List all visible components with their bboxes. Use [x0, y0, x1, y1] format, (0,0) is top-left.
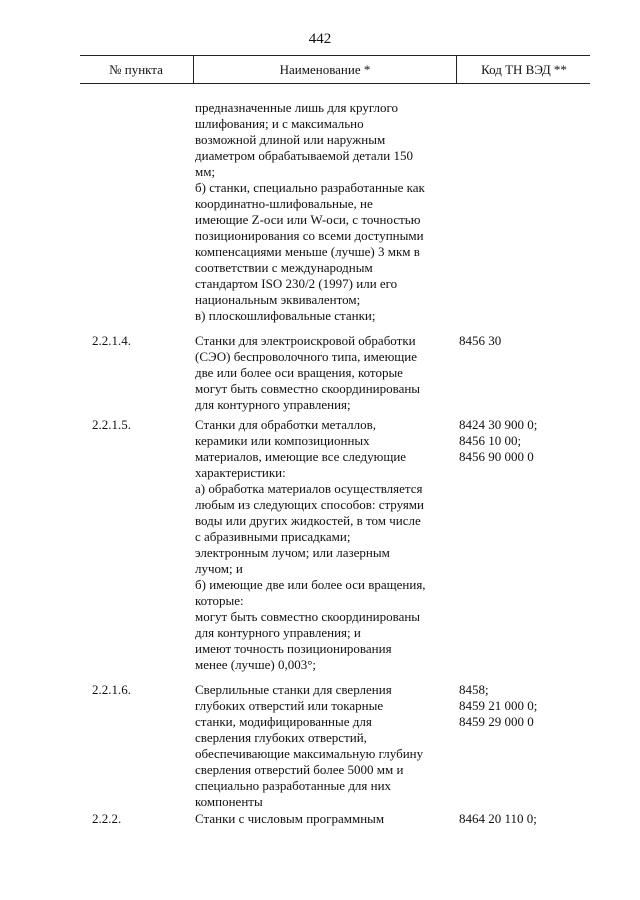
table-header	[80, 55, 590, 84]
name-line: воды или других жидкостей, в том числе	[195, 513, 421, 528]
name-line: керамики или композиционных	[195, 433, 370, 448]
name-line: сверления отверстий более 5000 мм и	[195, 762, 404, 777]
name-line: диаметром обрабатываемой детали 150	[195, 148, 413, 163]
name-line: материалов, имеющие все следующие	[195, 449, 407, 464]
code-line: 8458;	[459, 682, 489, 697]
code-line: 8459 21 000 0;	[459, 698, 538, 713]
name-line: (СЭО) беспроволочного типа, имеющие	[195, 349, 418, 364]
name-line: имеют точность позиционирования	[195, 641, 392, 656]
name-line: могут быть совместно скоординированы	[195, 381, 421, 396]
name-line: для контурного управления; и	[195, 625, 361, 640]
item-name	[195, 100, 455, 324]
name-line: обеспечивающие максимальную глубину	[195, 746, 424, 761]
name-line: шлифования; и с максимально	[195, 116, 364, 131]
name-line: глубоких отверстий или токарные	[195, 698, 384, 713]
name-line: любым из следующих способов: струями	[195, 497, 424, 512]
name-line: могут быть совместно скоординированы	[195, 609, 421, 624]
item-name	[195, 333, 455, 413]
name-line: б) станки, специально разработанные как	[195, 180, 425, 195]
name-line: стандартом ISO 230/2 (1997) или его	[195, 276, 398, 291]
code-line: 8456 10 00;	[459, 433, 522, 448]
page-number: 442	[308, 31, 332, 47]
name-line: для контурного управления;	[195, 397, 351, 412]
name-line: специально разработанные для них	[195, 778, 392, 793]
name-line: две или более оси вращения, которые	[195, 365, 403, 380]
name-line: электронным лучом; или лазерным	[195, 545, 390, 560]
code-line: 8464 20 110 0;	[459, 811, 537, 826]
item-number: 2.2.1.6.	[92, 682, 131, 697]
name-line: сверления глубоких отверстий,	[195, 730, 367, 745]
name-line: компенсациями меньше (лучше) 3 мкм в	[195, 244, 420, 259]
name-line: с абразивными присадками;	[195, 529, 351, 544]
item-number: 2.2.1.4.	[92, 333, 131, 348]
item-name	[195, 682, 455, 810]
name-line: менее (лучше) 0,003°;	[195, 657, 317, 672]
header-name: Наименование *	[193, 56, 456, 83]
name-line: предназначенные лишь для круглого	[195, 100, 398, 115]
name-line: национальным эквивалентом;	[195, 292, 361, 307]
item-number: 2.2.2.	[92, 811, 122, 826]
item-code	[459, 417, 594, 465]
name-line: возможной длиной или наружным	[195, 132, 386, 147]
name-line: а) обработка материалов осуществляется	[195, 481, 423, 496]
name-line: которые:	[195, 593, 244, 608]
name-line: станки, модифицированные для	[195, 714, 372, 729]
item-code	[459, 682, 594, 730]
code-line: 8424 30 900 0;	[459, 417, 538, 432]
name-line: имеющие Z-оси или W-оси, с точностью	[195, 212, 421, 227]
name-line: позиционирования со всеми доступными	[195, 228, 424, 243]
name-line: компоненты	[195, 794, 263, 809]
item-code	[459, 811, 594, 827]
header-code: Код ТН ВЭД **	[456, 56, 591, 83]
name-line: соответствии с международным	[195, 260, 373, 275]
name-line: Станки для электроискровой обработки	[195, 333, 416, 348]
name-line: Станки с числовым программным	[195, 811, 385, 826]
name-line: координатно-шлифовальные, не	[195, 196, 373, 211]
name-line: мм;	[195, 164, 216, 179]
code-line: 8459 29 000 0	[459, 714, 534, 729]
name-line: б) имеющие две или более оси вращения,	[195, 577, 426, 592]
item-name	[195, 811, 455, 827]
item-name	[195, 417, 455, 673]
header-item-number: № пункта	[109, 62, 163, 77]
name-line: характеристики:	[195, 465, 286, 480]
name-line: в) плоскошлифовальные станки;	[195, 308, 376, 323]
item-number: 2.2.1.5.	[92, 417, 131, 432]
name-line: Станки для обработки металлов,	[195, 417, 377, 432]
code-line: 8456 30	[459, 333, 502, 348]
item-code	[459, 333, 594, 349]
code-line: 8456 90 000 0	[459, 449, 534, 464]
name-line: Сверлильные станки для сверления	[195, 682, 392, 697]
name-line: лучом; и	[195, 561, 243, 576]
